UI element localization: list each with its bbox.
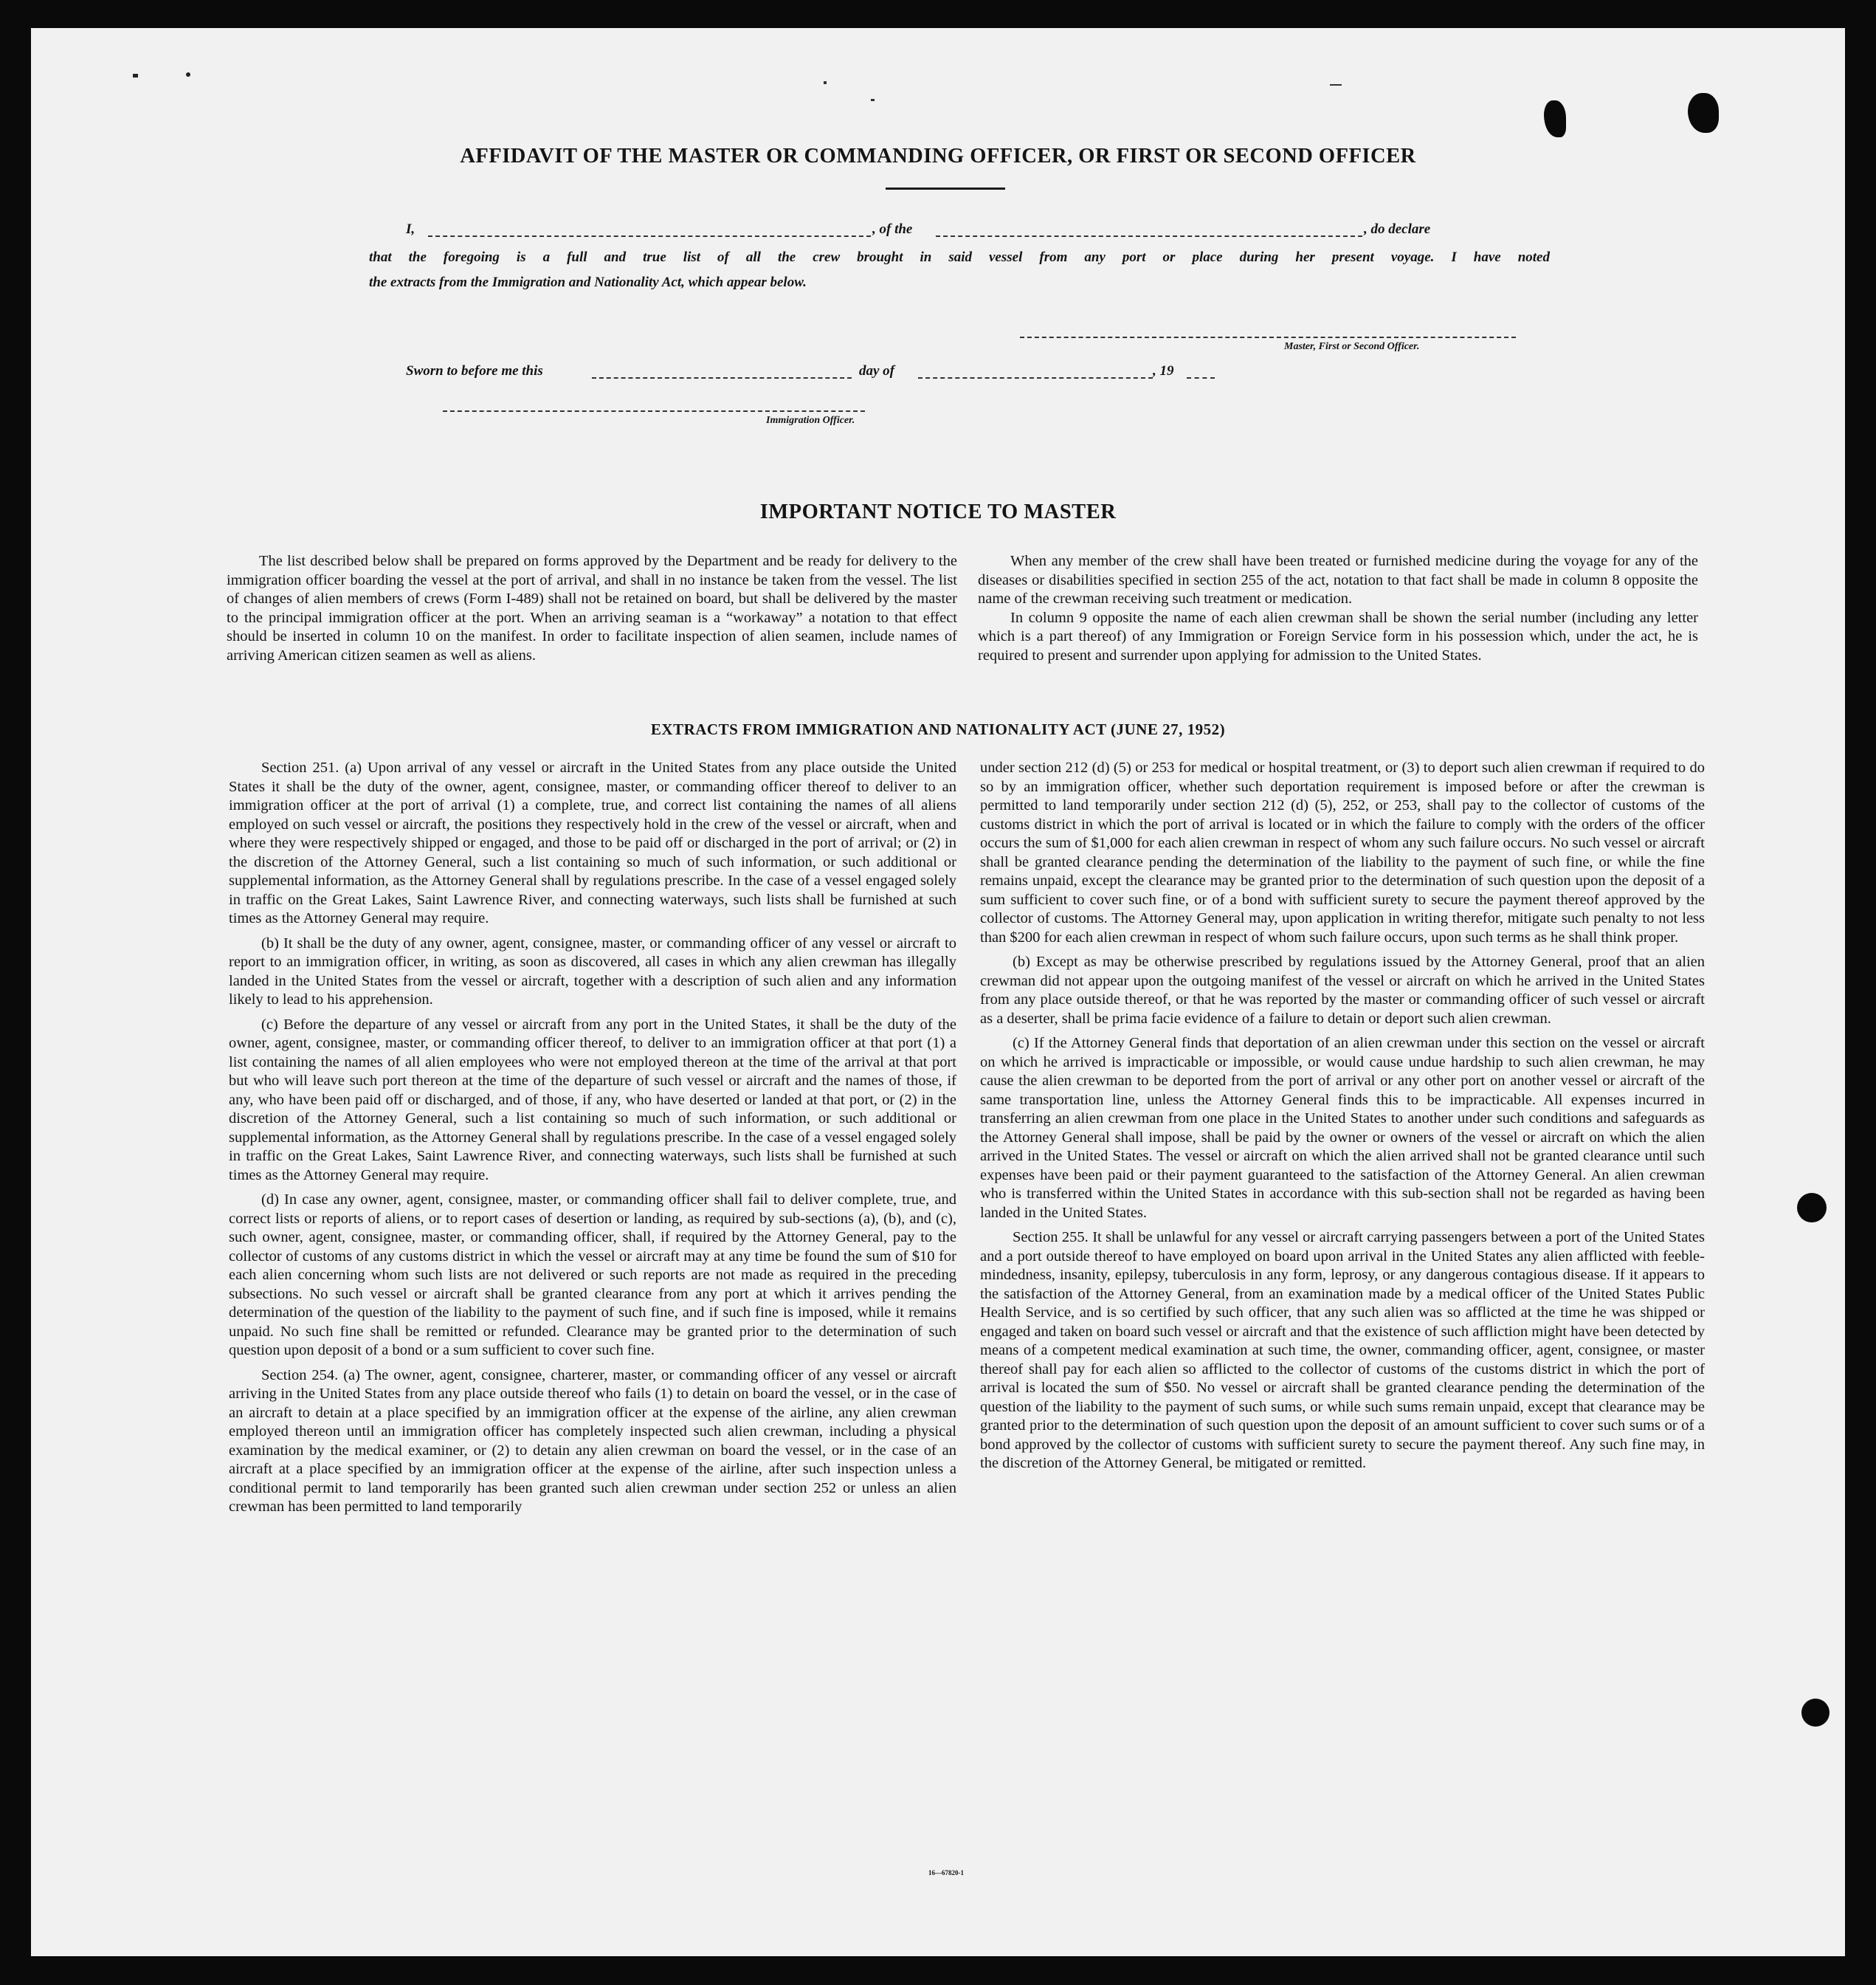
scan-speck bbox=[871, 99, 875, 101]
year-blank[interactable] bbox=[1187, 377, 1215, 379]
sworn-date-blank[interactable] bbox=[592, 377, 852, 379]
punch-mark bbox=[1801, 1699, 1830, 1727]
scan-speck bbox=[1330, 84, 1342, 86]
extract-paragraph: (d) In case any owner, agent, consignee, master, or commanding officer shall fail to deliver complete, true, and correct lists or reports of aliens, or to report cases of desertion or landing, as required by sub-sections (a), (b), and (c), such owner, agent, consignee, master, or commanding officer, shall, if required by the Attorney General, pay to the collector of customs of any customs district in which the vessel or aircraft may at any time be found the sum of $10 for each alien concerning whom such lists are not delivered or such reports are not made as required in the preceding subsections. No such vessel or aircraft shall be granted clearance from any port at which it arrives pending the determination of the question of the liability to the payment of such fine, and if such fine is imposed, while it remains unpaid. No such fine shall be remitted or refunded. Clearance may be granted prior to the determination of such question upon deposit of a bond or a sum sufficient to cover such fine. bbox=[229, 1191, 956, 1358]
immigration-officer-line[interactable] bbox=[443, 410, 865, 412]
notice-right-column bbox=[978, 552, 1698, 671]
month-blank[interactable] bbox=[918, 377, 1153, 379]
master-signature-line[interactable] bbox=[1020, 337, 1516, 338]
decl-i: I, bbox=[406, 221, 415, 237]
extracts-left-column bbox=[229, 759, 956, 1523]
decl-line-3: the extracts from the Immigration and Nationality Act, which appear below. bbox=[369, 275, 807, 290]
extract-paragraph: (b) It shall be the duty of any owner, agent, consignee, master, or commanding officer of any vessel or aircraft to report to an immigration officer, in writing, as soon as discovered, all cases in which any alien crewman has illegally landed in the United States from the vessel or aircraft, together with a description of such alien and any information likely to lead to his apprehension. bbox=[229, 935, 956, 1008]
punch-mark bbox=[1544, 100, 1566, 137]
scan-speck bbox=[824, 81, 827, 84]
notice-left-column bbox=[227, 552, 957, 671]
vessel-blank[interactable] bbox=[936, 235, 1362, 237]
extract-paragraph: (c) If the Attorney General finds that deportation of an alien crewman under this section on the vessel or aircraft on which he arrived is impracticable or impossible, or would cause undue hardship to such alien crewman, he may cause the alien crewman to be deported from the port of arrival or any other port on another vessel or aircraft of the same transportation line, unless the Attorney General finds this to be impracticable. All expenses incurred in transferring an alien crewman from one place in the United States to another under such conditions and safeguards as the Attorney General shall impose, shall be paid by the owner or owners of the vessel or aircraft on which the alien arrived in the United States. The vessel or aircraft on which the alien arrived shall not be granted clearance until such expenses have been paid or their payment guaranteed to the satisfaction of the Attorney General. An alien crewman who is transferred within the United States in accordance with this sub-section shall not be regarded as having been landed in the United States. bbox=[980, 1035, 1705, 1221]
notice-right-paragraph: In column 9 opposite the name of each alien crewman shall be shown the serial number (including any letter which is a part thereof) of any Immigration or Foreign Service form in his possession which, under the act, he is required to present and surrender upon applying for admission to the United States. bbox=[978, 609, 1698, 664]
year-label: , 19 bbox=[1153, 363, 1174, 379]
extract-paragraph: Section 255. It shall be unlawful for any vessel or aircraft carrying passengers between a port of the United States and a port outside thereof to have employed on board upon arrival in the United States any alien afflicted with feeble-mindedness, insanity, epilepsy, tuberculosis in any form, leprosy, or any dangerous contagious disease. If it appears to the satisfaction of the Attorney General, from an examination made by a medical officer of the United States Public Health Service, and is so certified by such officer, that any such alien was so afflicted at the time he was shipped or engaged and taken on board such vessel or aircraft and that the existence of such affliction might have been detected by means of a competent medical examination at such time, the owner, commanding officer, agent, consignee, or master thereof shall pay for each alien so afflicted to the collector of customs of the customs district in which the port of arrival is located the sum of $50. No vessel or aircraft shall be granted clearance pending the determination of the question of the liability to the payment of such sums, or while such sums remain unpaid, except that clearance may be granted prior to the determination of such question upon the deposit of an amount sufficient to cover such sums or of a bond approved by the collector of customs with sufficient surety to secure the payment thereof. Any such fine may, in the discretion of the Attorney General, be mitigated or remitted. bbox=[980, 1229, 1705, 1471]
scan-speck bbox=[186, 72, 190, 77]
sworn-label: Sworn to before me this bbox=[406, 363, 543, 379]
day-of-label: day of bbox=[859, 363, 895, 379]
decl-line-2: that the foregoing is a full and true list of all the crew brought in said vessel from any port or place during her present voyage. I have noted bbox=[369, 250, 1550, 265]
notice-right-paragraph: When any member of the crew shall have been treated or furnished medicine during the voyage for any of the diseases or disabilities specified in section 255 of the act, notation to that fact shall be made in column 8 opposite the name of the crewman receiving such treatment or medication. bbox=[978, 553, 1698, 607]
immigration-caption: Immigration Officer. bbox=[766, 415, 855, 426]
decl-of-the: , of the bbox=[872, 221, 913, 237]
extracts-right-column bbox=[980, 759, 1705, 1479]
title-rule bbox=[886, 188, 1005, 190]
extract-paragraph: (b) Except as may be otherwise prescribed by regulations issued by the Attorney General, proof that an alien crewman did not appear upon the outgoing manifest of the vessel or aircraft on which he arrived in the United States from any place outside thereof, or that he was reported by the master or commanding officer of such vessel or aircraft as a deserter, shall be prima facie evidence of a failure to detain or deport such alien crewman. bbox=[980, 954, 1705, 1027]
scan-speck bbox=[133, 74, 138, 78]
decl-do-declare: , do declare bbox=[1364, 221, 1431, 237]
master-caption: Master, First or Second Officer. bbox=[1284, 341, 1420, 352]
punch-mark bbox=[1797, 1193, 1827, 1222]
notice-title: IMPORTANT NOTICE TO MASTER bbox=[759, 500, 1117, 523]
form-number: 16—67820-1 bbox=[928, 1869, 964, 1876]
extract-paragraph: under section 212 (d) (5) or 253 for medical or hospital treatment, or (3) to deport such alien crewman if required to do so by an immigration officer, whether such deportation requirement is imposed before or after the crewman is permitted to land temporarily under section 212 (d) (5), 252, or 253, shall pay to the collector of customs of the customs district in which the port of arrival is located or in which the failure to comply with the orders of the officer occurs the sum of $1,000 for each alien crewman in respect of whom any such failure occurs. No such vessel or aircraft shall be granted clearance pending the determination of the liability to the payment of such fine, or while the fine remains unpaid, except the clearance may be granted prior to the determination of such question upon the deposit of a sum sufficient to cover such fine, or of a bond with sufficient surety to secure the payment thereof approved by the collector of customs. The Attorney General may, upon application in writing therefor, mitigate such penalty to not less than $200 for each alien crewman in respect of whom such failure occurs, upon such terms as he shall think proper. bbox=[980, 760, 1705, 946]
punch-mark bbox=[1688, 93, 1719, 133]
extract-paragraph: (c) Before the departure of any vessel or aircraft from any port in the United States, it shall be the duty of the owner, agent, consignee, master, or commanding officer thereof, to deliver to an immigration officer at that port (1) a list containing the names of all alien employees who were not employed thereon at the time of the arrival at that port but who will leave such port thereon at the time of the departure of such vessel or aircraft and the names of those, if any, who have been paid off or discharged, and of those, if any, who have deserted or landed at that port, or (2) in the discretion of the Attorney General, such a list containing so much of such information, or such additional or supplemental information, as the Attorney General shall by regulations prescribe. In the case of a vessel engaged solely in traffic on the Great Lakes, Saint Lawrence River, and connecting waterways, such lists shall be furnished at such times as the Attorney General may require. bbox=[229, 1016, 956, 1183]
document-page bbox=[31, 28, 1845, 1956]
extracts-title: EXTRACTS FROM IMMIGRATION AND NATIONALITY ACT (JUNE 27, 1952) bbox=[650, 720, 1226, 738]
affidavit-title: AFFIDAVIT OF THE MASTER OR COMMANDING OFFICER, OR FIRST OR SECOND OFFICER bbox=[460, 145, 1416, 168]
notice-left-paragraph: The list described below shall be prepared on forms approved by the Department and be ready for delivery to the immigration officer boarding the vessel at the port of arrival, and shall in no instance be taken from the vessel. The list of changes of alien members of crews (Form I-489) shall not be retained on board, but shall be delivered by the master to the principal immigration officer at the port. When an arriving seaman is a “workaway” a notation to that effect should be inserted in column 10 on the manifest. In order to facilitate inspection of alien seamen, include names of arriving American citizen seamen as well as aliens. bbox=[227, 553, 957, 664]
extract-paragraph: Section 251. (a) Upon arrival of any vessel or aircraft in the United States from any place outside the United States it shall be the duty of the owner, agent, consignee, master, or commanding officer thereof to deliver to an immigration officer at the port of arrival (1) a complete, true, and correct list containing the names of all aliens employed on such vessel or aircraft, the positions they respectively hold in the crew of the vessel or aircraft, when and where they were respectively shipped or engaged, and those to be paid off or discharged in the port of arrival; or (2) in the discretion of the Attorney General, such a list containing so much of such information, or such additional or supplemental information, as the Attorney General shall by regulations prescribe. In the case of a vessel engaged solely in traffic on the Great Lakes, Saint Lawrence River, and connecting waterways, such lists shall be furnished at such times as the Attorney General may require. bbox=[229, 760, 956, 926]
name-blank[interactable] bbox=[428, 235, 871, 237]
extract-paragraph: Section 254. (a) The owner, agent, consignee, charterer, master, or commanding officer of any vessel or aircraft arriving in the United States from any place outside thereof who fails (1) to detain on board the vessel, or in the case of an aircraft to detain at a place specified by an immigration officer at the expense of the airline, any alien crewman employed thereon until an immigration officer has completely inspected such alien crewman, including a physical examination by the medical examiner, or (2) to detain any alien crewman on board the vessel, or in the case of an aircraft at a place specified by an immigration officer at the expense of the airline, after such inspection unless a conditional permit to land temporarily has been granted such alien crewman under section 252 or unless an alien crewman has been permitted to land temporarily bbox=[229, 1366, 956, 1515]
